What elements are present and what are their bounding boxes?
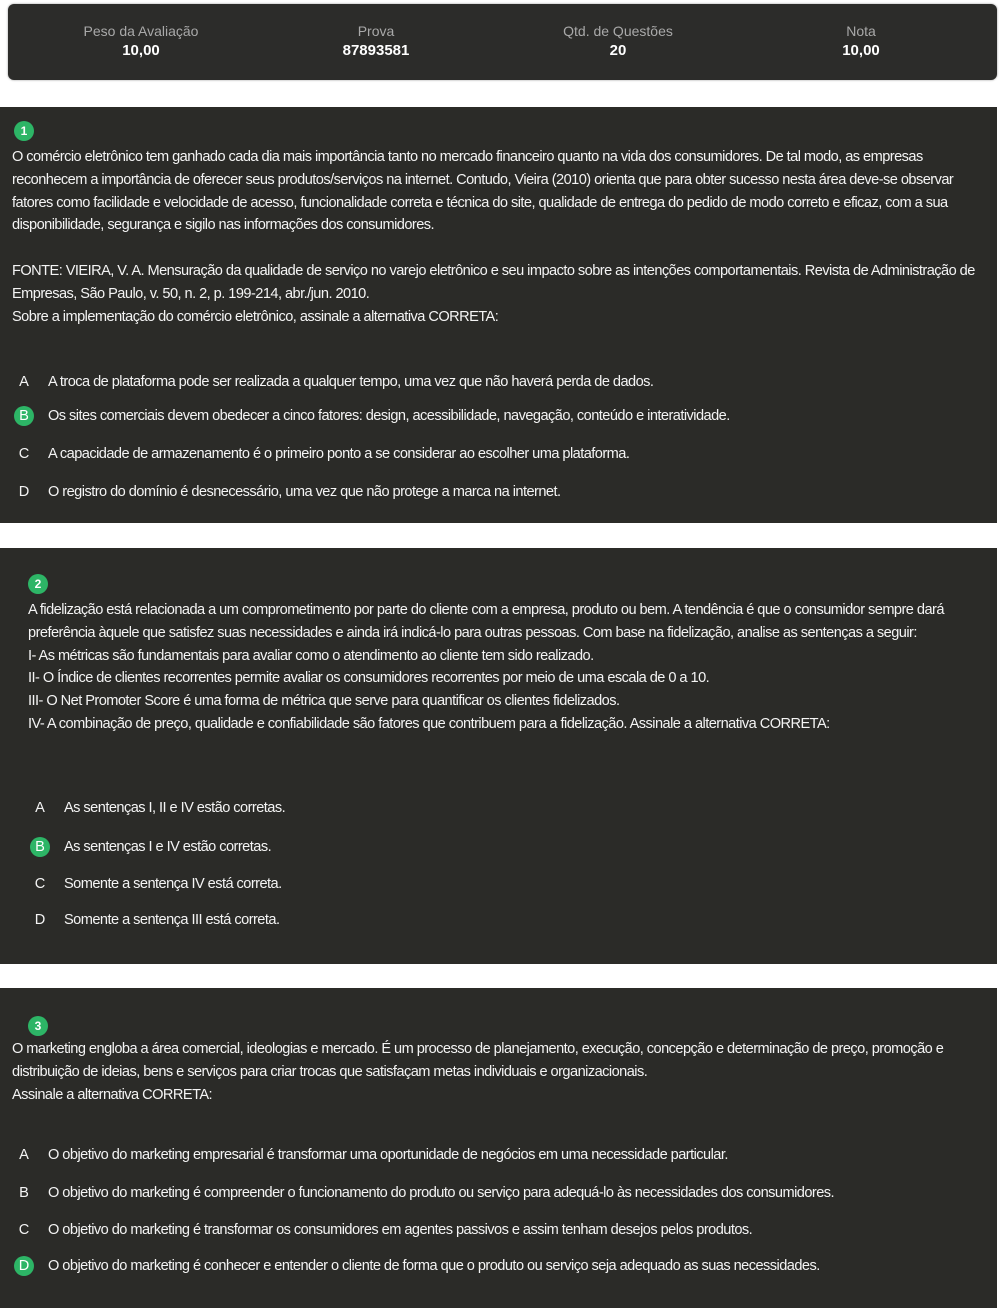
question-card-3 [0, 988, 997, 1308]
option-c[interactable] [14, 444, 629, 464]
correct-answer-marker: D [14, 1256, 34, 1276]
option-letter: D [18, 484, 30, 500]
question-statement: A fidelização está relacionada a um comprometimento por parte do cliente com a empresa, produto ou bem. A tendência é que o consumidor sempre dará preferência àquele que satisfez suas necessidades e ainda irá indicá-lo para outras pessoas. Com base na fidelização, analise as sentenças a seguir: [28, 602, 944, 641]
summary-count-value: 20 [609, 42, 627, 59]
option-text: As sentenças I, II e IV estão corretas. [64, 800, 286, 816]
question-statement: O comércio eletrônico tem ganhado cada dia mais importância tanto no mercado financeiro quanto na vida dos consumidores. De tal modo, as empresas reconhecem a importância de oferecer seus produtos/serviços na internet. Contudo, Vieira (2010) orienta que para obter sucesso nesta área deve-se observar fatores como facilidade e velocidade de acesso, funcionalidade correta e técnica do site, qualidade de entrega do pedido de modo correto e eficaz, com a sua disponibilidade, segurança e sigilo nas informações dos consumidores. [12, 149, 954, 234]
option-text: Somente a sentença III está correta. [64, 912, 280, 928]
option-letter: A [35, 800, 45, 816]
question-number-badge: 2 [28, 574, 48, 594]
option-text: A troca de plataforma pode ser realizada a qualquer tempo, uma vez que não haverá perda de dados. [48, 374, 654, 390]
option-letter: C [18, 446, 30, 462]
question-text [12, 146, 979, 328]
option-b-correct[interactable] [30, 837, 271, 857]
option-text: Os sites comerciais devem obedecer a cinco fatores: design, acessibilidade, navegação, conteúdo e interatividade. [48, 408, 730, 424]
sentence-4: IV- A combinação de preço, qualidade e confiabilidade são fatores que contribuem para a fidelização. Assinale a alternativa CORRETA: [28, 715, 830, 732]
summary-weight [41, 22, 241, 61]
option-b[interactable] [14, 1183, 834, 1203]
sentence-2: II- O Índice de clientes recorrentes permite avaliar os consumidores recorrentes por meio de uma escala de 0 a 10. [28, 670, 710, 687]
sentence-3: III- O Net Promoter Score é uma forma de métrica que serve para quantificar os clientes fidelizados. [28, 693, 620, 710]
option-d[interactable] [30, 910, 279, 930]
question-number-badge: 1 [14, 121, 34, 141]
option-a[interactable] [14, 372, 653, 392]
summary-count-label: Qtd. de Questões [563, 23, 673, 39]
correct-answer-marker: B [14, 406, 34, 426]
option-text: O objetivo do marketing empresarial é transformar uma oportunidade de negócios em uma necessidade particular. [48, 1147, 728, 1163]
option-d[interactable] [14, 482, 560, 502]
summary-exam [276, 22, 476, 61]
option-letter: D [34, 912, 46, 928]
sentence-1: I- As métricas são fundamentais para avaliar como o atendimento ao cliente tem sido realizado. [28, 647, 594, 664]
option-text: O objetivo do marketing é compreender o funcionamento do produto ou serviço para adequá-lo às necessidades dos consumidores. [48, 1185, 835, 1201]
option-letter: C [34, 876, 46, 892]
exam-summary-bar [8, 4, 997, 80]
question-text [12, 1038, 979, 1106]
summary-exam-value: 87893581 [342, 42, 410, 59]
summary-weight-value: 10,00 [122, 42, 160, 59]
summary-grade-label: Nota [846, 23, 876, 39]
question-card-2 [0, 548, 997, 964]
option-letter: B [19, 1185, 29, 1201]
question-prompt: Sobre a implementação do comércio eletrônico, assinale a alternativa CORRETA: [12, 308, 499, 325]
question-card-1 [0, 107, 997, 523]
summary-grade-value: 10,00 [842, 42, 880, 59]
option-a[interactable] [30, 798, 285, 818]
option-a[interactable] [14, 1145, 728, 1165]
option-b-correct[interactable] [14, 406, 730, 426]
option-text: O objetivo do marketing é conhecer e entender o cliente de forma que o produto ou serviço seja adequado as suas necessidades. [48, 1258, 820, 1274]
option-text: O objetivo do marketing é transformar os consumidores em agentes passivos e assim tenham desejos pelos produtos. [48, 1222, 753, 1238]
summary-exam-label: Prova [357, 23, 395, 39]
option-c[interactable] [30, 874, 282, 894]
option-d-correct[interactable] [14, 1256, 820, 1276]
option-letter: A [19, 1147, 29, 1163]
question-text [28, 599, 979, 736]
option-text: A capacidade de armazenamento é o primeiro ponto a se considerar ao escolher uma plataforma. [48, 446, 630, 462]
question-source: FONTE: VIEIRA, V. A. Mensuração da qualidade de serviço no varejo eletrônico e seu impacto sobre as intenções comportamentais. Revista de Administração de Empresas, São Paulo, v. 50, n. 2, p. 199-214, abr./jun. 2010. [12, 262, 975, 302]
summary-weight-label: Peso da Avaliação [83, 23, 199, 39]
option-letter: A [19, 374, 29, 390]
option-text: O registro do domínio é desnecessário, uma vez que não protege a marca na internet. [48, 484, 561, 500]
summary-count [518, 22, 718, 61]
question-statement: O marketing engloba a área comercial, ideologias e mercado. É um processo de planejamento, execução, concepção e determinação de preço, promoção e distribuição de ideias, bens e serviços para criar trocas que satisfaçam metas individuais e organizacionais. [12, 1041, 944, 1080]
option-text: As sentenças I e IV estão corretas. [64, 839, 272, 855]
correct-answer-marker: B [30, 837, 50, 857]
question-number-badge: 3 [28, 1016, 48, 1036]
summary-grade [761, 22, 961, 61]
option-c[interactable] [14, 1220, 752, 1240]
option-letter: C [18, 1222, 30, 1238]
question-prompt: Assinale a alternativa CORRETA: [12, 1086, 213, 1103]
option-text: Somente a sentença IV está correta. [64, 876, 282, 892]
